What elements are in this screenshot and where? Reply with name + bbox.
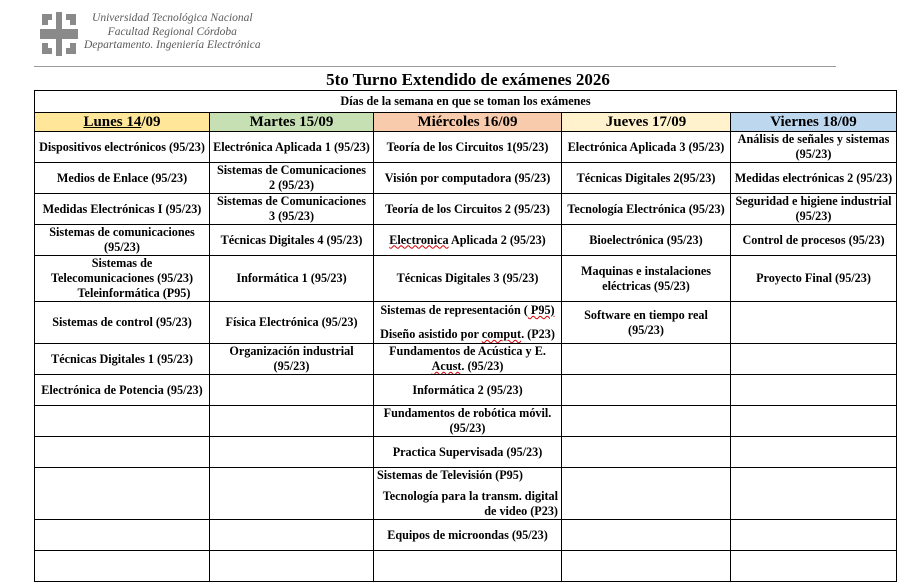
table-row bbox=[35, 375, 897, 406]
exam-cell: Sistemas de representación ( P95) Diseño asistido por comput. (P23) bbox=[374, 302, 562, 344]
exam-cell bbox=[210, 551, 374, 582]
day-wednesday: Miércoles 16/09 bbox=[374, 113, 562, 132]
table-row bbox=[35, 302, 897, 344]
exam-cell: Física Electrónica (95/23) bbox=[210, 302, 374, 344]
day-tuesday: Martes 15/09 bbox=[210, 113, 374, 132]
table-row bbox=[35, 132, 897, 163]
table-row bbox=[35, 437, 897, 468]
exam-cell bbox=[731, 375, 897, 406]
exam-schedule-table bbox=[34, 90, 897, 582]
table-row bbox=[35, 468, 897, 520]
exam-cell: Equipos de microondas (95/23) bbox=[374, 520, 562, 551]
page-title: 5to Turno Extendido de exámenes 2026 bbox=[326, 70, 610, 89]
exam-cell bbox=[731, 437, 897, 468]
exam-cell: Visión por computadora (95/23) bbox=[374, 163, 562, 194]
exam-cell bbox=[731, 551, 897, 582]
exam-cell: Maquinas e instalaciones eléctricas (95/23) bbox=[562, 256, 731, 302]
exam-cell bbox=[562, 344, 731, 375]
exam-cell bbox=[35, 437, 210, 468]
university-name: Universidad Tecnológica Nacional bbox=[92, 12, 253, 24]
exam-cell bbox=[562, 468, 731, 520]
department-name: Departamento. Ingeniería Electrónica bbox=[84, 39, 261, 51]
table-row bbox=[35, 194, 897, 225]
exam-cell bbox=[731, 406, 897, 437]
exam-cell: Tecnología Electrónica (95/23) bbox=[562, 194, 731, 225]
exam-cell: Sistemas de comunicaciones (95/23) bbox=[35, 225, 210, 256]
exam-cell: Sistemas de Comunicaciones 3 (95/23) bbox=[210, 194, 374, 225]
table-row bbox=[35, 163, 897, 194]
exam-cell: Proyecto Final (95/23) bbox=[731, 256, 897, 302]
exam-cell: Informática 1 (95/23) bbox=[210, 256, 374, 302]
institution-text bbox=[84, 12, 261, 53]
exam-cell: Dispositivos electrónicos (95/23) bbox=[35, 132, 210, 163]
exam-cell: Análisis de señales y sistemas (95/23) bbox=[731, 132, 897, 163]
exam-cell: Organización industrial (95/23) bbox=[210, 344, 374, 375]
table-row bbox=[35, 520, 897, 551]
day-friday: Viernes 18/09 bbox=[731, 113, 897, 132]
table-row bbox=[35, 551, 897, 582]
exam-cell: Control de procesos (95/23) bbox=[731, 225, 897, 256]
table-row bbox=[35, 406, 897, 437]
exam-cell bbox=[731, 344, 897, 375]
table-subtitle: Días de la semana en que se toman los exámenes bbox=[35, 91, 897, 113]
exam-cell: Practica Supervisada (95/23) bbox=[374, 437, 562, 468]
exam-cell: Técnicas Digitales 3 (95/23) bbox=[374, 256, 562, 302]
exam-cell bbox=[35, 468, 210, 520]
exam-cell: Teoría de los Circuitos 2 (95/23) bbox=[374, 194, 562, 225]
exam-cell: Seguridad e higiene industrial (95/23) bbox=[731, 194, 897, 225]
exam-cell: Electrónica de Potencia (95/23) bbox=[35, 375, 210, 406]
exam-cell: Fundamentos de robótica móvil. (95/23) bbox=[374, 406, 562, 437]
exam-cell: Bioelectrónica (95/23) bbox=[562, 225, 731, 256]
letterhead bbox=[40, 10, 440, 58]
exam-cell bbox=[731, 468, 897, 520]
exam-cell: Electrónica Aplicada 3 (95/23) bbox=[562, 132, 731, 163]
table-row bbox=[35, 344, 897, 375]
exam-cell bbox=[35, 551, 210, 582]
header-divider bbox=[34, 66, 836, 67]
exam-cell bbox=[562, 375, 731, 406]
exam-cell bbox=[562, 406, 731, 437]
day-monday: Lunes 14/09 bbox=[35, 113, 210, 132]
faculty-name: Facultad Regional Córdoba bbox=[107, 25, 237, 38]
exam-cell bbox=[731, 520, 897, 551]
exam-cell: Técnicas Digitales 2(95/23) bbox=[562, 163, 731, 194]
exam-cell bbox=[210, 520, 374, 551]
exam-cell: Teoría de los Circuitos 1(95/23) bbox=[374, 132, 562, 163]
exam-cell: Electronica Aplicada 2 (95/23) bbox=[374, 225, 562, 256]
exam-cell bbox=[35, 406, 210, 437]
exam-cell: Electrónica Aplicada 1 (95/23) bbox=[210, 132, 374, 163]
exam-cell bbox=[562, 437, 731, 468]
exam-cell bbox=[562, 551, 731, 582]
table-row bbox=[35, 225, 897, 256]
exam-cell: Técnicas Digitales 1 (95/23) bbox=[35, 344, 210, 375]
exam-cell: Sistemas de control (95/23) bbox=[35, 302, 210, 344]
utn-logo-icon bbox=[40, 12, 78, 56]
exam-cell bbox=[210, 437, 374, 468]
day-thursday: Jueves 17/09 bbox=[562, 113, 731, 132]
exam-cell: Fundamentos de Acústica y E. Acust. (95/23) bbox=[374, 344, 562, 375]
exam-cell: Sistemas de Comunicaciones 2 (95/23) bbox=[210, 163, 374, 194]
exam-cell bbox=[210, 406, 374, 437]
day-header-row bbox=[35, 113, 897, 132]
table-row bbox=[35, 256, 897, 302]
exam-cell: Sistemas de Televisión (P95) Tecnología para la transm. digital de video (P23) bbox=[374, 468, 562, 520]
exam-cell bbox=[35, 520, 210, 551]
exam-cell: Sistemas de Telecomunicaciones (95/23) Teleinformática (P95) bbox=[35, 256, 210, 302]
exam-cell: Informática 2 (95/23) bbox=[374, 375, 562, 406]
exam-cell: Software en tiempo real (95/23) bbox=[562, 302, 731, 344]
exam-cell bbox=[731, 302, 897, 344]
exam-cell bbox=[562, 520, 731, 551]
exam-cell bbox=[374, 551, 562, 582]
exam-cell: Medidas Electrónicas I (95/23) bbox=[35, 194, 210, 225]
exam-cell bbox=[210, 468, 374, 520]
exam-cell: Técnicas Digitales 4 (95/23) bbox=[210, 225, 374, 256]
exam-cell: Medios de Enlace (95/23) bbox=[35, 163, 210, 194]
exam-cell: Medidas electrónicas 2 (95/23) bbox=[731, 163, 897, 194]
exam-cell bbox=[210, 375, 374, 406]
